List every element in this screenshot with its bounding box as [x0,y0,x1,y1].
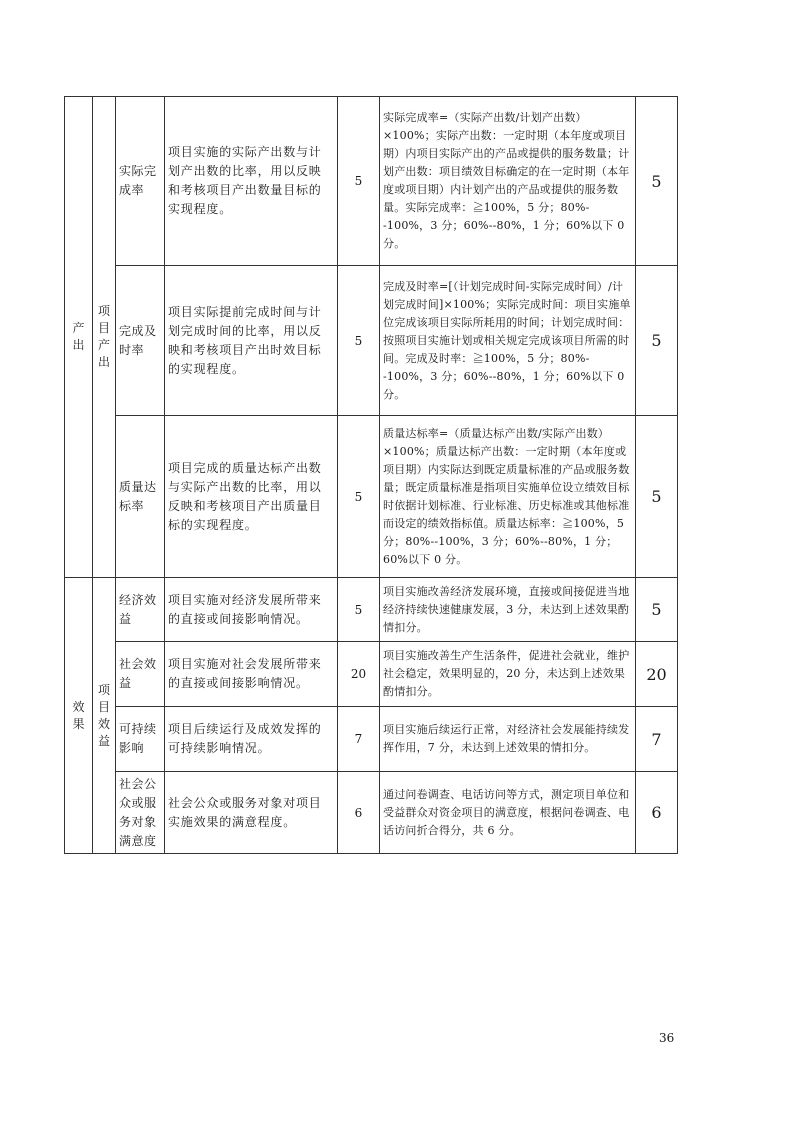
category-effect: 效 果 [65,578,93,854]
actual-score: 5 [636,416,678,578]
actual-score: 7 [636,707,678,772]
actual-score: 6 [636,772,678,854]
indicator-weight: 5 [338,416,380,578]
scoring-criteria: 项目实施改善经济发展环境，直接或间接促进当地经济持续快速健康发展，3 分，未达到上述效果酌情扣分。 [380,578,636,642]
table-row [65,578,678,642]
indicator-weight: 20 [338,642,380,707]
indicator-description: 项目实施对经济发展所带来的直接或间接影响情况。 [165,578,338,642]
indicator-name: 经济效益 [116,578,165,642]
actual-score: 5 [636,578,678,642]
page-number: 36 [659,1031,675,1045]
indicator-weight: 5 [338,578,380,642]
indicator-name: 质量达标率 [116,416,165,578]
table-row [65,772,678,854]
indicator-name: 实际完成率 [116,97,165,266]
subcategory-project-benefit: 项 目 效 益 [93,578,116,854]
table-row [65,416,678,578]
indicator-name: 完成及时率 [116,266,165,416]
scoring-criteria: 项目实施后续运行正常，对经济社会发展能持续发挥作用，7 分，未达到上述效果的情扣分。 [380,707,636,772]
indicator-weight: 5 [338,266,380,416]
indicator-name: 社会公众或服务对象满意度 [116,772,165,854]
table-row [65,97,678,266]
subcategory-project-output: 项 目 产 出 [93,97,116,578]
indicator-description: 项目实施对社会发展所带来的直接或间接影响情况。 [165,642,338,707]
indicator-description: 项目实际提前完成时间与计划完成时间的比率，用以反映和考核项目产出时效目标的实现程度。 [165,266,338,416]
indicator-name: 社会效益 [116,642,165,707]
scoring-criteria: 项目实施改善生产生活条件，促进社会就业，维护社会稳定，效果明显的，20 分，未达到上述效果酌情扣分。 [380,642,636,707]
indicator-description: 社会公众或服务对象对项目实施效果的满意程度。 [165,772,338,854]
table-row [65,642,678,707]
indicator-name: 可持续影响 [116,707,165,772]
scoring-criteria: 完成及时率=[（计划完成时间-实际完成时间）/计划完成时间]×100%；实际完成时间：项目实施单位完成该项目实际所耗用的时间；计划完成时间：按照项目实施计划或相关规定完成该项目所需的时间。完成及时率：≧100%，5 分；80%--100%，3 分；60%--80%，1 分；60%以下 0 分。 [380,266,636,416]
actual-score: 5 [636,266,678,416]
indicator-weight: 7 [338,707,380,772]
scoring-criteria: 通过问卷调查、电话访问等方式，测定项目单位和受益群众对资金项目的满意度，根据问卷调查、电话访问折合得分，共 6 分。 [380,772,636,854]
actual-score: 20 [636,642,678,707]
evaluation-table [64,96,678,854]
actual-score: 5 [636,97,678,266]
table-row [65,707,678,772]
scoring-criteria: 质量达标率=（质量达标产出数/实际产出数）×100%；质量达标产出数：一定时期（本年度或项目期）内实际达到既定质量标准的产品或服务数量；既定质量标准是指项目实施单位设立绩效目标时依据计划标准、行业标准、历史标准或其他标准而设定的绩效指标值。质量达标率：≧100%，5 分；80%--100%，3 分；60%--80%，1 分；60%以下 0 分。 [380,416,636,578]
indicator-weight: 5 [338,97,380,266]
indicator-weight: 6 [338,772,380,854]
category-output: 产 出 [65,97,93,578]
indicator-description: 项目完成的质量达标产出数与实际产出数的比率，用以反映和考核项目产出质量目标的实现程度。 [165,416,338,578]
table-row [65,266,678,416]
indicator-description: 项目后续运行及成效发挥的可持续影响情况。 [165,707,338,772]
scoring-criteria: 实际完成率=（实际产出数/计划产出数）×100%；实际产出数：一定时期（本年度或项目期）内项目实际产出的产品或提供的服务数量；计划产出数：项目绩效目标确定的在一定时期（本年度或项目期）内计划产出的产品或提供的服务数量。实际完成率：≧100%，5 分；80%--100%，3 分；60%--80%，1 分；60%以下 0 分。 [380,97,636,266]
indicator-description: 项目实施的实际产出数与计划产出数的比率，用以反映和考核项目产出数量目标的实现程度。 [165,97,338,266]
